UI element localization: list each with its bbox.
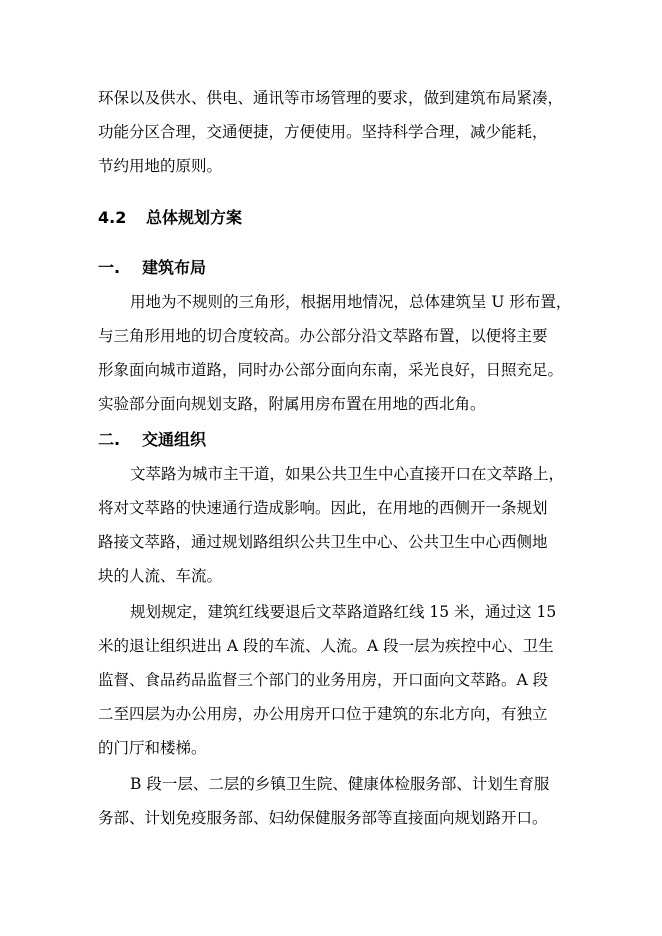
layout-line-4: 实验部分面向规划支路，附属用房布置在用地的西北角。 xyxy=(98,395,486,413)
traffic-p2-line-3: 监督、食品药品监督三个部门的业务用房，开口面向文萃路。A 段 xyxy=(98,671,549,689)
traffic-p2-line-5: 的门厅和楼梯。 xyxy=(98,739,207,757)
traffic-p3-line-1: B 段一层、二层的乡镇卫生院、健康体检服务部、计划生育服 xyxy=(130,775,550,793)
traffic-p2-line-4: 二至四层为办公用房，办公用房开口位于建筑的东北方向，有独立 xyxy=(98,705,548,723)
traffic-p2-line-2: 米的退让组织进出 A 段的车流、人流。A 段一层为疾控中心、卫生 xyxy=(98,637,554,655)
layout-line-1: 用地为不规则的三角形，根据用地情况，总体建筑呈 U 形布置， xyxy=(130,293,572,311)
layout-line-2: 与三角形用地的切合度较高。办公部分沿文萃路布置，以便将主要 xyxy=(98,327,548,345)
subsection-number-2: 二. xyxy=(98,430,121,449)
section-heading xyxy=(98,208,242,228)
section-number: 4.2 xyxy=(98,208,127,227)
section-title: 总体规划方案 xyxy=(146,208,243,227)
intro-line-3: 节约用地的原则。 xyxy=(98,157,223,175)
intro-line-1: 环保以及供水、供电、通讯等市场管理的要求，做到建筑布局紧凑， xyxy=(98,89,564,107)
traffic-p2-line-1: 规划规定，建筑红线要退后文萃路道路红线 15 米，通过这 15 xyxy=(130,603,557,621)
traffic-p1-line-2: 将对文萃路的快速通行造成影响。因此，在用地的西侧开一条规划 xyxy=(98,499,548,517)
subsection-title-1: 建筑布局 xyxy=(142,258,207,277)
intro-line-2: 功能分区合理，交通便捷，方便使用。坚持科学合理，减少能耗， xyxy=(98,123,548,141)
traffic-p1-line-1: 文萃路为城市主干道，如果公共卫生中心直接开口在文萃路上， xyxy=(130,465,565,483)
subsection-title-2: 交通组织 xyxy=(142,430,207,449)
subsection-heading-2 xyxy=(98,430,206,450)
traffic-p1-line-3: 路接文萃路，通过规划路组织公共卫生中心、公共卫生中心西侧地 xyxy=(98,533,548,551)
traffic-p1-line-4: 块的人流、车流。 xyxy=(98,567,223,585)
layout-line-3: 形象面向城市道路，同时办公部分面向东南，采光良好，日照充足。 xyxy=(98,361,564,379)
subsection-heading-1 xyxy=(98,258,206,278)
subsection-number-1: 一. xyxy=(98,258,121,277)
traffic-p3-line-2: 务部、计划免疫服务部、妇幼保健服务部等直接面向规划路开口。 xyxy=(98,809,548,827)
